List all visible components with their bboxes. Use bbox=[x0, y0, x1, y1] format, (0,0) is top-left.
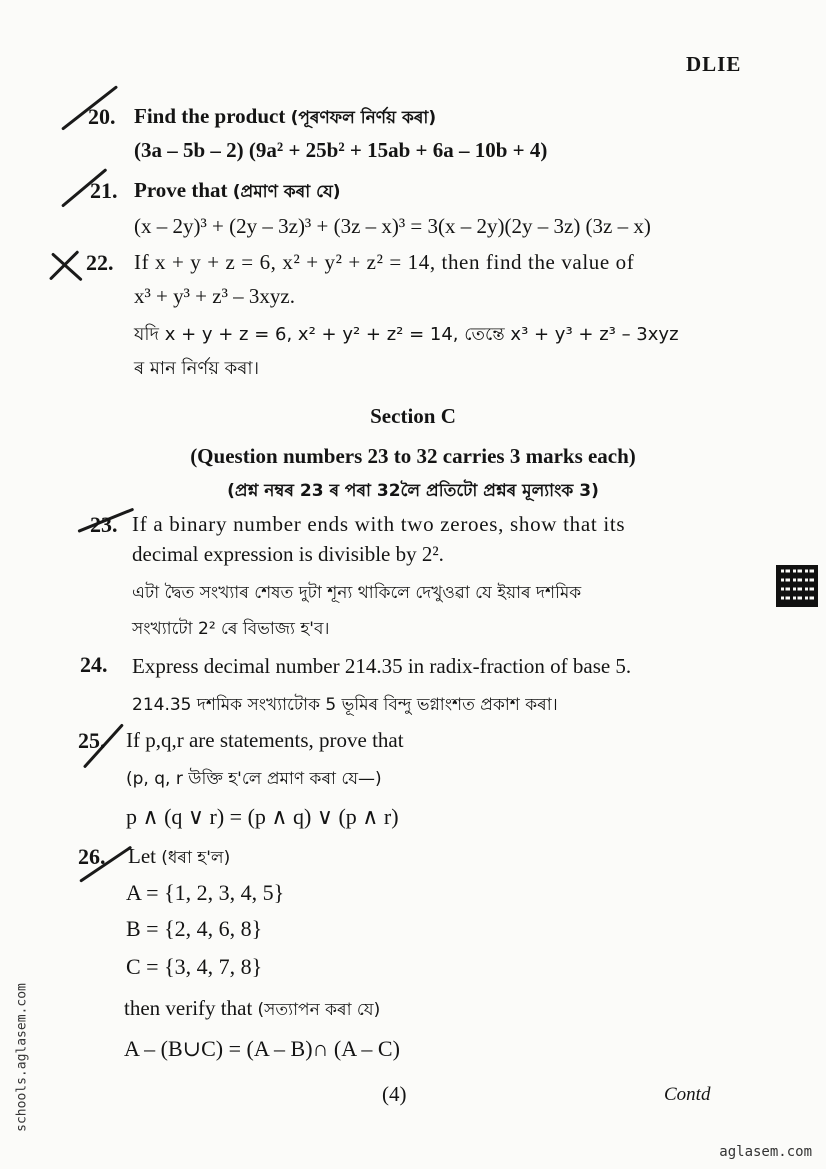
q26-number: 26. bbox=[78, 844, 106, 869]
q25-number: 25. bbox=[78, 728, 106, 753]
q26-verify-en: then verify that bbox=[124, 996, 253, 1020]
q22-line2: x³ + y³ + z³ – 3xyz. bbox=[134, 284, 295, 308]
q20-title-en: Find the product bbox=[134, 104, 286, 128]
paper-code: DLIE bbox=[686, 52, 742, 76]
q23-bengali-line2: সংখ্যাটো 2² ৰে বিভাজ্য হ'ব। bbox=[132, 619, 330, 639]
q20-number: 20. bbox=[88, 104, 116, 129]
q22-number: 22. bbox=[86, 250, 114, 275]
q20-expression: (3a – 5b – 2) (9a² + 25b² + 15ab + 6a – 10b + 4) bbox=[134, 138, 548, 162]
q21-title bbox=[134, 178, 341, 207]
q21-number: 21. bbox=[90, 178, 118, 203]
q24-number: 24. bbox=[80, 652, 108, 677]
q22-bengali-line1: যদি x + y + z = 6, x² + y² + z² = 14, তেন্তে x³ + y³ + z³ – 3xyz bbox=[134, 324, 679, 345]
q23-line2: decimal expression is divisible by 2². bbox=[132, 542, 444, 566]
q21-title-en: Prove that bbox=[134, 178, 228, 202]
q25-bengali-line1: (p, q, r উক্তি হ'লে প্ৰমাণ কৰা যে—) bbox=[126, 769, 382, 789]
page-number: (4) bbox=[382, 1082, 407, 1106]
contd-label: Contd bbox=[664, 1084, 711, 1105]
section-subtitle-bn: (প্ৰশ্ন নম্বৰ 23 ৰ পৰা 32লৈ প্ৰতিটো প্ৰশ্নৰ মূল্যাংক 3) bbox=[227, 481, 599, 501]
set-c: C = {3, 4, 7, 8} bbox=[126, 954, 263, 979]
q23-line1: If a binary number ends with two zeroes, show that its bbox=[132, 512, 626, 536]
q26-verify-bn: (সত্যাপন কৰা যে) bbox=[257, 1000, 381, 1020]
q21-expression: (x – 2y)³ + (2y – 3z)³ + (3z – x)³ = 3(x – 2y)(2y – 3z) (3z – x) bbox=[134, 214, 651, 238]
q22-bengali-line2: ৰ মান নিৰ্ণয় কৰা। bbox=[134, 358, 260, 379]
side-watermark: schools.aglasem.com bbox=[14, 983, 30, 1132]
q26-let-bn: (ধৰা হ'ল) bbox=[161, 848, 231, 868]
q20-title-bn: (পূৰণফল নিৰ্ণয় কৰা) bbox=[290, 108, 437, 128]
q21-title-bn: (প্ৰমাণ কৰা যে) bbox=[232, 182, 341, 202]
q26-intro bbox=[128, 844, 230, 873]
q24-bengali-line1: 214.35 দশমিক সংখ্যাটোক 5 ভূমিৰ বিন্দু ভগ্নাংশত প্ৰকাশ কৰা। bbox=[132, 695, 558, 715]
q23-number: 23. bbox=[90, 512, 118, 537]
set-b: B = {2, 4, 6, 8} bbox=[126, 916, 263, 941]
q22-line1: If x + y + z = 6, x² + y² + z² = 14, then find the value of bbox=[134, 250, 635, 274]
set-a: A = {1, 2, 3, 4, 5} bbox=[126, 880, 285, 905]
q20-title bbox=[134, 104, 436, 133]
qr-code-icon bbox=[776, 565, 818, 607]
q24-line1: Express decimal number 214.35 in radix-fraction of base 5. bbox=[132, 654, 632, 678]
section-title: Section C bbox=[370, 404, 456, 428]
q26-verify bbox=[124, 996, 380, 1025]
q23-bengali-line1: এটা দ্বৈত সংখ্যাৰ শেষত দুটা শূন্য থাকিলে দেখুওৱা যে ইয়াৰ দশমিক bbox=[132, 583, 582, 603]
q25-expression: p ∧ (q ∨ r) = (p ∧ q) ∨ (p ∧ r) bbox=[126, 804, 399, 829]
q26-expression: A – (B∪C) = (A – B)∩ (A – C) bbox=[124, 1036, 400, 1061]
site-watermark: aglasem.com bbox=[719, 1144, 812, 1160]
section-subtitle-en: (Question numbers 23 to 32 carries 3 marks each) bbox=[190, 444, 636, 468]
q26-let: Let bbox=[128, 844, 156, 868]
q25-line1: If p,q,r are statements, prove that bbox=[126, 728, 404, 752]
pen-mark-22b bbox=[51, 252, 83, 281]
